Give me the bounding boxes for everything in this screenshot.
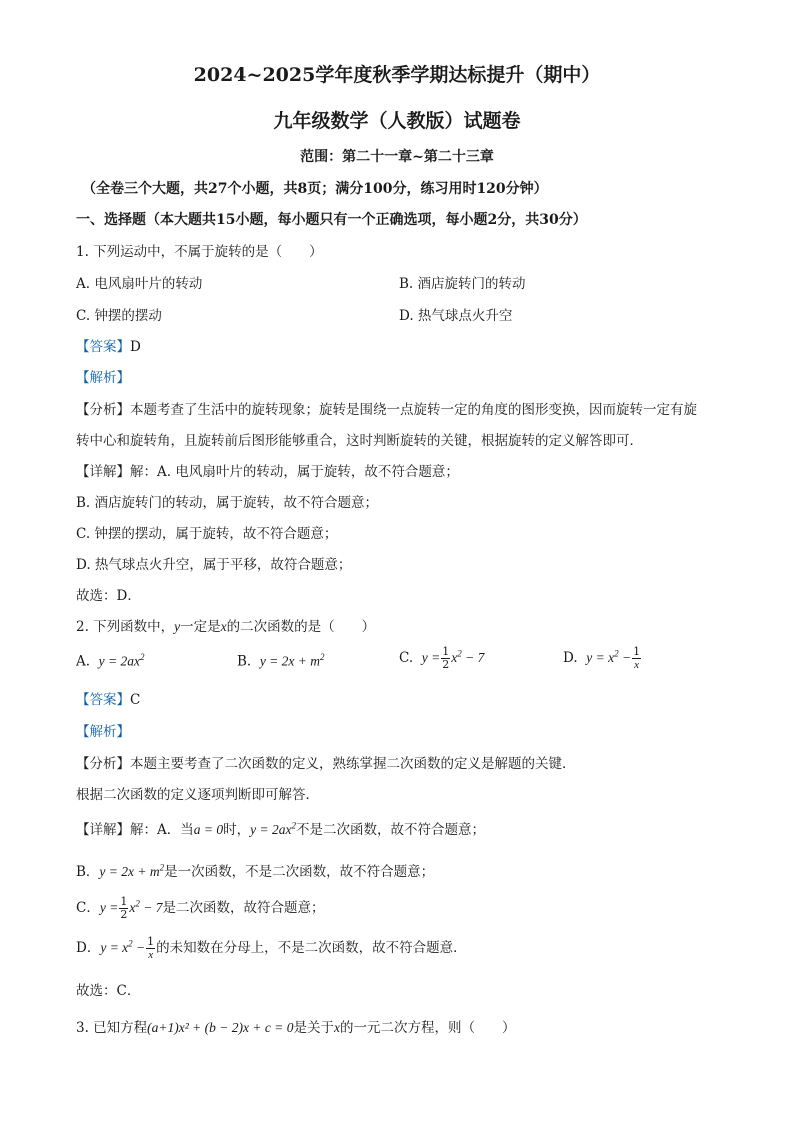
denominator: 2 <box>442 658 450 671</box>
numerator: 1 <box>120 895 128 908</box>
q3-stem <box>76 1016 515 1036</box>
q1-analysis-tag: 【解析】 <box>76 370 130 386</box>
q1-xiangjie-text1: 解：A. 电风扇叶片的转动，属于旋转，故不符合题意； <box>130 464 459 480</box>
q2-stem-post: 的二次函数的是（ ） <box>226 619 376 635</box>
q3-stem-pre: 3. 已知方程 <box>76 1020 148 1036</box>
formula: y = 2ax <box>250 822 292 837</box>
formula: y = x <box>586 650 615 665</box>
var-x: x <box>333 1020 340 1035</box>
q1-fenxi-text1: 本题考查了生活中的旋转现象；旋转是围绕一点旋转一定的角度的图形变换，因而旋转一定有旋 <box>130 402 697 418</box>
exponent: 2 <box>320 652 325 662</box>
q2-answer: C <box>130 692 141 708</box>
q2-answer-line <box>76 688 140 708</box>
q1-option-c: C. 钟摆的摆动 <box>76 308 162 324</box>
fraction-half <box>119 896 128 921</box>
numerator: 1 <box>633 645 641 658</box>
q2-fenxi-line2: 根据二次函数的定义逐项判断即可解答． <box>76 787 319 803</box>
formula: − <box>618 650 632 665</box>
formula: x <box>451 650 458 665</box>
q2-option-a <box>76 652 144 670</box>
formula: y = x <box>100 940 129 955</box>
xiangjie-tag: 【详解】 <box>76 464 130 480</box>
q1-fenxi-line2: 转中心和旋转角，且旋转前后图形能够重合，这时判断旋转的关键，根据旋转的定义解答即可． <box>76 433 643 449</box>
exponent: 2 <box>128 938 133 949</box>
answer-tag: 【答案】 <box>76 339 130 355</box>
exponent: 2 <box>291 820 296 831</box>
formula: − <box>132 940 146 955</box>
formula: y = <box>421 650 441 665</box>
exponent: 2 <box>457 648 462 659</box>
exam-scope: 范围：第二十一章~第二十三章 <box>300 149 494 165</box>
option-label: A. <box>76 653 91 670</box>
q1-fenxi-line1 <box>76 398 697 418</box>
exponent: 2 <box>139 652 145 662</box>
formula: (a+1)x² + (b − 2)x + c = 0 <box>147 1020 294 1035</box>
formula: y = <box>99 900 119 915</box>
numerator: 1 <box>442 645 450 658</box>
denominator: x <box>634 659 640 671</box>
numerator: 1 <box>147 935 155 948</box>
q2-fenxi-text1: 本题主要考查了二次函数的定义，熟练掌握二次函数的定义是解题的关键． <box>130 756 576 772</box>
q2-stem <box>76 615 375 635</box>
exponent: 2 <box>159 862 165 873</box>
fenxi-tag: 【分析】 <box>76 756 130 772</box>
denominator: x <box>148 949 154 961</box>
q2-xiangjie-d <box>76 936 467 961</box>
var-x: x <box>220 619 227 634</box>
q2-xiangjie-c <box>76 896 324 921</box>
option-label: B. <box>237 653 252 670</box>
section-heading: 一、选择题（本大题共15小题，每小题只有一个正确选项，每小题2分，共30分） <box>76 212 587 228</box>
q3-stem-mid: 是关于 <box>293 1020 334 1036</box>
q1-option-a: A. 电风扇叶片的转动 <box>76 276 203 292</box>
q2-xj-a-pre: 解：A．当 <box>130 822 194 838</box>
q2-option-b <box>237 652 325 670</box>
q2-xj-a-mid: 时， <box>223 822 251 838</box>
q2-xj-a-post: 不是二次函数，故不符合题意； <box>295 822 485 838</box>
q2-fenxi-line1 <box>76 752 576 772</box>
q1-option-d: D. 热气球点火升空 <box>399 308 513 324</box>
xiangjie-tag: 【详解】 <box>76 822 130 838</box>
denominator: 2 <box>120 908 128 921</box>
q2-conclusion: 故选：C． <box>76 983 141 999</box>
option-label: C. <box>399 650 414 666</box>
var-y: y <box>174 619 181 634</box>
formula: − 7 <box>139 900 163 915</box>
q1-answer: D <box>130 339 141 355</box>
exam-info: （全卷三个大题，共27个小题，共8页；满分100分，练习用时120分钟） <box>82 181 548 197</box>
formula: a = 0 <box>193 822 224 837</box>
answer-tag: 【答案】 <box>76 692 130 708</box>
q2-analysis-tag: 【解析】 <box>76 724 130 740</box>
fraction-half <box>441 646 450 671</box>
formula: − 7 <box>461 650 485 665</box>
exponent: 2 <box>614 648 619 659</box>
formula: x <box>129 900 136 915</box>
q1-xiangjie-b: B. 酒店旋转门的转动，属于旋转，故不符合题意； <box>76 495 379 511</box>
q1-xiangjie-line1 <box>76 460 459 480</box>
q2-xiangjie-a <box>76 818 485 838</box>
q2-xiangjie-b <box>76 860 434 880</box>
q1-stem: 1. 下列运动中，不属于旋转的是（ ） <box>76 244 323 260</box>
q2-option-d <box>563 646 642 671</box>
q2-stem-pre: 2. 下列函数中， <box>76 619 175 635</box>
q1-xiangjie-d: D. 热气球点火升空，属于平移，故符合题意； <box>76 557 352 573</box>
q3-stem-post: 的一元二次方程，则（ ） <box>339 1020 516 1036</box>
q1-xiangjie-c: C. 钟摆的摆动，属于旋转，故不符合题意； <box>76 526 338 542</box>
formula: y = 2x + m <box>99 864 160 879</box>
q2-xj-b-post: 是一次函数，不是二次函数，故不符合题意； <box>164 864 435 880</box>
q2-xj-d-post: 的未知数在分母上，不是二次函数，故不符合题意． <box>156 940 467 956</box>
option-label: D. <box>563 650 578 666</box>
q2-xj-c-post: 是二次函数，故符合题意； <box>162 900 325 916</box>
formula: y = 2x + m <box>259 653 321 669</box>
q2-xj-b-pre: B． <box>76 864 100 880</box>
q1-option-b: B. 酒店旋转门的转动 <box>399 276 526 292</box>
q2-option-c <box>399 646 484 671</box>
q1-answer-line <box>76 335 141 355</box>
fraction-one-over-x <box>632 646 641 671</box>
formula: y = 2ax <box>98 653 140 669</box>
fenxi-tag: 【分析】 <box>76 402 130 418</box>
q2-xj-c-pre: C． <box>76 900 100 916</box>
exam-subtitle: 九年级数学（人教版）试题卷 <box>273 110 521 132</box>
q1-conclusion: 故选：D． <box>76 588 141 604</box>
q2-stem-mid: 一定是 <box>180 619 221 635</box>
exam-title: 2024~2025学年度秋季学期达标提升（期中） <box>193 64 601 86</box>
q2-xj-d-pre: D． <box>76 940 101 956</box>
exponent: 2 <box>135 898 140 909</box>
fraction-one-over-x <box>146 936 155 961</box>
